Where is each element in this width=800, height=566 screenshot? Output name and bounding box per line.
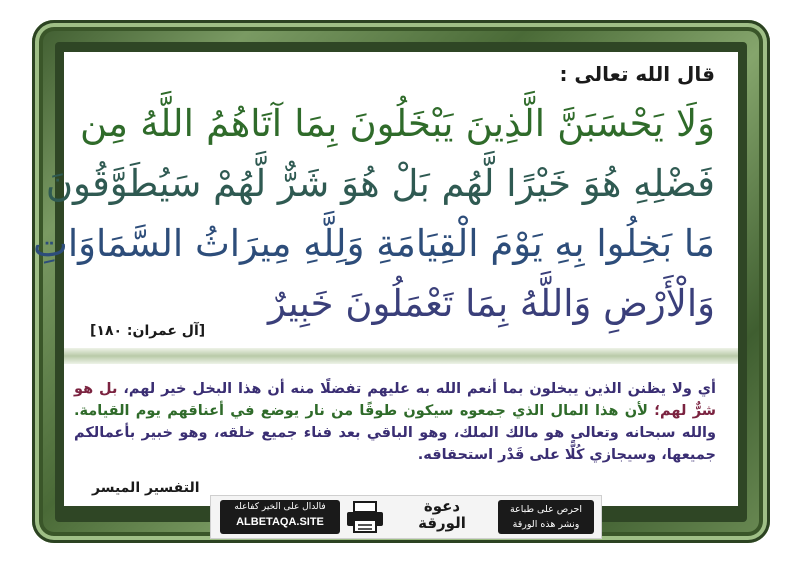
tafsir-part-3: لأن هذا المال الذي جمعوه سيكون طوقًا من نار يوضع في أعناقهم يوم القيامة.: [74, 403, 648, 419]
dawat-alwaraqa-logo: [392, 498, 492, 536]
tafsir-part-2: بل هو شرٌّ لهم؛: [74, 381, 717, 419]
verse-heading: قال الله تعالى :: [559, 62, 715, 86]
print-note-line-1: احرص على طباعة: [509, 504, 583, 515]
site-link-box[interactable]: [220, 500, 340, 534]
tafsir-part-4: والله سبحانه وتعالى هو مالك الملك، وهو الباقي بعد فناء جميع خلقه، وهو خبير بأعمالكم جميعها، وسيجازي كُلًّا على قَدْر استحقاقه.: [74, 425, 716, 463]
print-note-line-2: ونشر هذه الورقة: [512, 519, 580, 530]
tafsir-source: التفسير الميسر: [92, 480, 200, 496]
verse-line-4: وَالْأَرْضِ وَاللَّهُ بِمَا تَعْمَلُونَ خَبِيرٌ: [267, 282, 715, 325]
verse-reference: [آل عمران: ١٨٠]: [90, 323, 206, 339]
logo-line-2: الورقة: [418, 514, 466, 532]
panel-divider: [64, 348, 738, 364]
printer-icon: [344, 500, 386, 534]
print-note-box: [498, 500, 594, 534]
site-name[interactable]: ALBETAQA.SITE: [236, 516, 324, 528]
logo-line-1: دعوة: [423, 497, 461, 515]
site-caption: فالدال على الخير كفاعله: [234, 502, 326, 512]
verse-line-1: وَلَا يَحْسَبَنَّ الَّذِينَ يَبْخَلُونَ بِمَا آتَاهُمُ اللَّهُ مِن: [80, 102, 715, 145]
tafsir-text: [74, 378, 716, 466]
verse-line-2: فَضْلِهِ هُوَ خَيْرًا لَّهُم بَلْ هُوَ شَرٌّ لَّهُمْ سَيُطَوَّقُونَ: [45, 162, 715, 205]
verse-line-3: مَا بَخِلُوا بِهِ يَوْمَ الْقِيَامَةِ وَلِلَّهِ مِيرَاثُ السَّمَاوَاتِ: [32, 222, 715, 265]
tafsir-part-1: أي ولا يظنن الذين يبخلون بما أنعم الله به عليهم تفضلًا منه أن هذا البخل خير لهم،: [117, 381, 716, 397]
